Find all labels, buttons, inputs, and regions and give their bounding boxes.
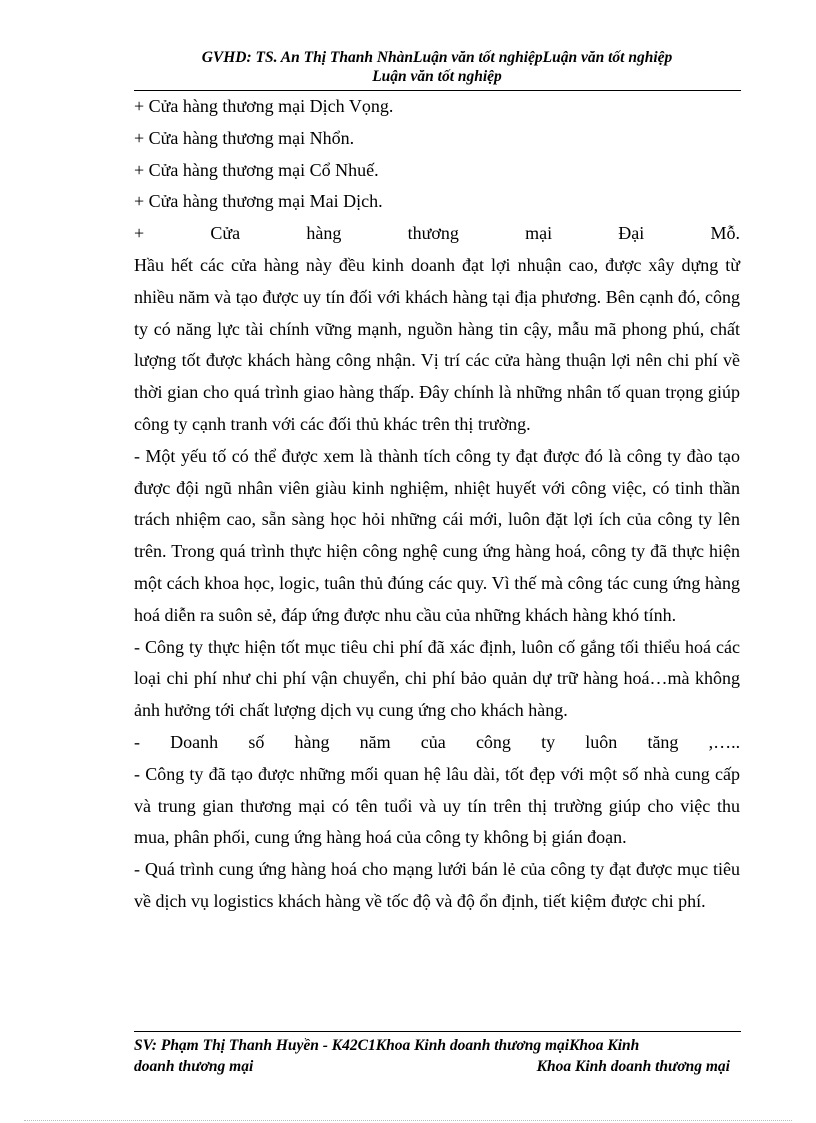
word: Doanh	[170, 731, 219, 752]
document-body	[134, 91, 740, 918]
header-line-1: GVHD: TS. An Thị Thanh NhànLuận văn tốt nghiệpLuận văn tốt nghiệp	[201, 49, 673, 66]
footer-left: doanh thương mại	[134, 1058, 254, 1075]
word: Cửa	[210, 223, 241, 244]
word: luôn	[585, 731, 618, 752]
page-edge-divider	[24, 1120, 792, 1121]
page-footer	[134, 1035, 740, 1077]
word: -	[134, 731, 140, 752]
word: mại	[525, 223, 553, 244]
paragraph: - Một yếu tố có thể được xem là thành tích công ty đạt được đó là công ty đào tạo được đội ngũ nhân viên giàu kinh nghiệm, nhiệt huyết với công việc, có tinh thần trách nhiệm cao, sẵn sàng học hỏi những cái mới, luôn đặt lợi ích của công ty lên trên. Trong quá trình thực hiện công nghệ cung ứng hàng hoá, công ty đã thực hiện một cách khoa học, logic, tuân thủ đúng các quy. Vì thế mà công tác cung ứng hàng hoá diễn ra suôn sẻ, đáp ứng được nhu cầu của những khách hàng khó tính.	[134, 445, 740, 625]
list-item: + Cửa hàng thương mại Cổ Nhuế.	[134, 159, 379, 180]
word: hàng	[294, 731, 330, 752]
word: thương	[407, 223, 459, 244]
word: của	[420, 731, 446, 752]
word: +	[134, 223, 145, 244]
footer-right: Khoa Kinh doanh thương mại	[536, 1058, 730, 1075]
footer-line-1: SV: Phạm Thị Thanh Huyền - K42C1Khoa Kinh doanh thương mạiKhoa Kinh	[134, 1037, 640, 1054]
word: Đại	[618, 223, 645, 244]
paragraph: - Công ty thực hiện tốt mục tiêu chi phí đã xác định, luôn cố gắng tối thiểu hoá các loại chi phí như chi phí vận chuyển, chi phí bảo quản dự trữ hàng hoá…mà không ảnh hưởng tới chất lượng dịch vụ cung ứng cho khách hàng.	[134, 636, 740, 721]
list-item: + Cửa hàng thương mại Nhổn.	[134, 127, 355, 148]
list-item-spread	[134, 218, 740, 250]
word: công	[475, 731, 511, 752]
list-item: + Cửa hàng thương mại Dịch Vọng.	[134, 96, 394, 116]
paragraph: Hầu hết các cửa hàng này đều kinh doanh đạt lợi nhuận cao, được xây dựng từ nhiều năm và tạo được uy tín đối với khách hàng tại địa phương. Bên cạnh đó, công ty có năng lực tài chính vững mạnh, nguồn hàng tin cậy, mẫu mã phong phú, chất lượng tốt được khách hàng công nhận. Vị trí các cửa hàng thuận lợi nên chi phí về thời gian cho quá trình giao hàng thấp. Đây chính là những nhân tố quan trọng giúp công ty cạnh tranh với các đối thủ khác trên thị trường.	[134, 254, 740, 434]
word: hàng	[306, 223, 342, 244]
header-line-2: Luận văn tốt nghiệp	[372, 68, 502, 85]
paragraph-spread	[134, 727, 740, 759]
page-header	[134, 48, 740, 86]
paragraph: - Công ty đã tạo được những mối quan hệ lâu dài, tốt đẹp với một số nhà cung cấp và trung gian thương mại có tên tuổi và uy tín trên thị trường giúp cho việc thu mua, phân phối, cung ứng hàng hoá của công ty không bị gián đoạn.	[134, 763, 740, 848]
paragraph: - Quá trình cung ứng hàng hoá cho mạng lưới bán lẻ của công ty đạt được mục tiêu về dịch vụ logistics khách hàng về tốc độ và độ ổn định, tiết kiệm được chi phí.	[134, 859, 740, 911]
word: ty	[541, 731, 556, 752]
footer-divider	[134, 1031, 741, 1032]
word: Mỗ.	[710, 223, 741, 244]
word: tăng	[647, 731, 679, 752]
word: ,…..	[708, 731, 741, 752]
word: số	[248, 731, 265, 752]
word: năm	[359, 731, 391, 752]
footer-line-2	[134, 1056, 740, 1077]
list-item: + Cửa hàng thương mại Mai Dịch.	[134, 191, 383, 212]
